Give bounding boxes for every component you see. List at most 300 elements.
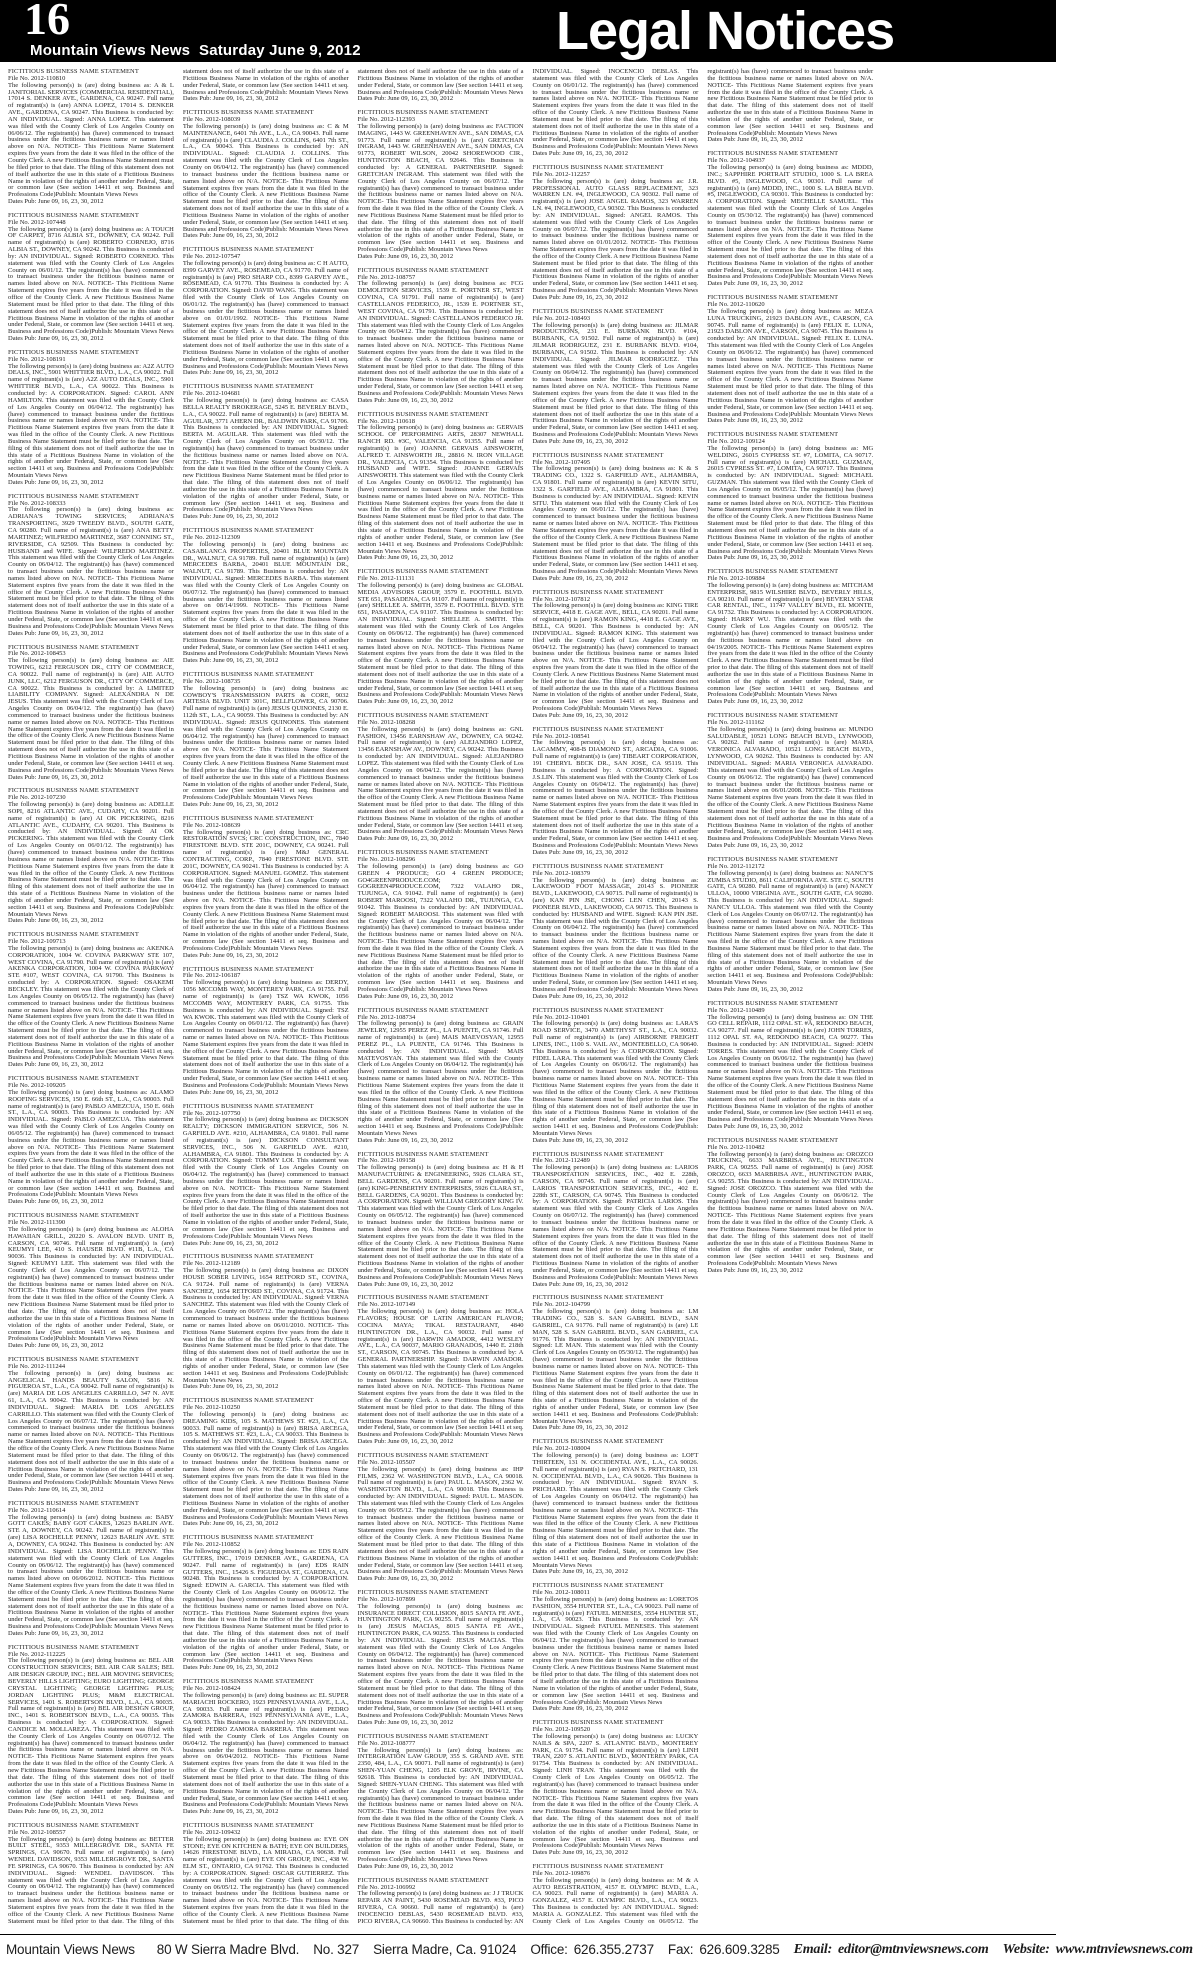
notice-body: The following person(s) is (are) doing business as: A & L JANITORIAL SERVICES (COMMERCIAL RESIDENTIAL), 17014 S. DENKER AVE., GARDENA, CA 90247. Full name of registrant(s) is (are) ANNA LOPEZ, 17014 S. DENKER AVE., GARDENA, CA 90247. This Business is conducted by: AN INDIVIDUAL. Signed: ANNA LOPEZ. This statement was filed with the County Clerk of Los Angeles County on 06/06/12. The registrant(s) has (have) commenced to transact business under the fictitious business name or names listed above on N/A. NOTICE- This Fictitious Name Statement expires five years from the date it was filed in the office of the County Clerk. A new Fictitious Business Name Statement must be filed prior to that date. The filing of this statement does not of itself authorize the use in this state of a Fictitious Business Name in violation of the rights of another under Federal, State, or common law (See section 14411 et seq. Business and Professions Code)Publish: Mountain Views News — [8, 81, 174, 199]
notice-heading: FICTITIOUS BUSINESS NAME STATEMENT — [707, 1136, 839, 1144]
notice-file-no: File No. 2012-105507 — [357, 1458, 416, 1466]
notice-file-no: File No. 2012-110489 — [707, 1006, 765, 1014]
notice-dates: Dates Pub: June 09, 16, 23, 30, 2012 — [8, 1808, 104, 1816]
legal-notice — [8, 69, 174, 206]
notice-heading: FICTITIOUS BUSINESS NAME STATEMENT — [182, 814, 314, 822]
notice-body: The following person(s) is (are) doing business as: INTERGRATION LAW GROUP, 355 S. GRAND AVE. STE 2350, 484, L.A., CA 90071. Full name of registrant(s) is (are) SHEN-YUAN CHENG, 1205 ELK GROVE, IRVINE, CA 92618. This Business is conducted by: AN INDIVIDUAL. Signed: SHEN-YUAN CHENG. This statement was filed with the County Clerk of Los Angeles County on 06/04/12. The registrant(s) has (have) commenced to transact business under the fictitious business name or names listed above on N/A. NOTICE- This Fictitious Name Statement expires five years from the date it was filed in the office of the County Clerk. A new Fictitious Business Name Statement must be filed prior to that date. The filing of this statement does not of itself authorize the use in this state of a Fictitious Business Name in violation of the rights of another under Federal, State, or common law (See section 14411 et seq. Business and Professions Code)Publish: Mountain Views News — [357, 1746, 524, 1864]
legal-notice — [707, 151, 873, 288]
notice-body: The following person(s) is (are) doing business as: MG WELDING, 26015 CYPRESS ST. #7, LOMITA, CA 90717. Full name of registrant(s) is (are) MICHAEL GUZMAN, 26015 CYPRESS ST. #7, LOMITA, CA 90717. This Business is conducted by: AN INDIVIDUAL. Signed: MICHAEL GUZMAN. This statement was filed with the County Clerk of Los Angeles County on 06/05/12. The registrant(s) has (have) commenced to transact business under the fictitious business name or names listed above on N/A. NOTICE- This Fictitious Name Statement expires five years from the date it was filed in the office of the County Clerk. A new Fictitious Business Name Statement must be filed prior to that date. The filing of this statement does not of itself authorize the use in this state of a Fictitious Business Name in violation of the rights of another under Federal, State, or common law (See section 14411 et seq. Business and Professions Code)Publish: Mountain Views News — [707, 444, 874, 555]
notice-body: The following person(s) is (are) doing business as: BABY GOTT CAKES; BABY GOT CAKES, 12623 BARLIN AVE. STE A, DOWNEY, CA 90242. Full name of registrant(s) is (are) LISA ROCHELLE PENNY, 12623 BARLIN AVE. STE A, DOWNEY, CA 90242. This Business is conducted by: AN INDIVIDUAL. Signed: LISA ROCHELLE PENNY. This statement was filed with the County Clerk of Los Angeles County on 06/06/12. The registrant(s) has (have) commenced to transact business under the fictitious business name or names listed above on 06/06/2012. NOTICE- This Fictitious Name Statement expires five years from the date it was filed in the office of the County Clerk. A new Fictitious Business Name Statement must be filed prior to that date. The filing of this statement does not of itself authorize the use in this state of a Fictitious Business Name in violation of the rights of another under Federal, State, or common law (See section 14411 et seq. Business and Professions Code)Publish: Mountain Views News — [8, 1513, 174, 1631]
notice-dates: Dates Pub: June 09, 16, 23, 30, 2012 — [357, 1862, 454, 1870]
legal-notice — [532, 864, 698, 1001]
notice-heading: FICTITIOUS BUSINESS NAME STATEMENT — [357, 410, 489, 418]
notice-dates: Dates Pub: June 09, 16, 23, 30, 2012 — [182, 1808, 279, 1816]
notice-heading: FICTITIOUS BUSINESS NAME STATEMENT — [357, 1006, 489, 1014]
notice-body: The following person(s) is (are) doing business as: DICKSON REALTY; DICKSON IMMIGRATION SERVICE, 506 N. GARFIELD AVE. #210, ALHAMBRA, CA 91801. Full name of registrant(s) is (are) DICKSON CONSULTANT SERVICES, INC., 506 N. GARFIELD AVE. #210, ALHAMBRA, CA 91801. This Business is conducted by: A CORPORATION. Signed: TOMMY LOI. This statement was filed with the County Clerk of Los Angeles County on 06/04/12. The registrant(s) has (have) commenced to transact business under the fictitious business name or names listed above on N/A. NOTICE- This Fictitious Name Statement expires five years from the date it was filed in the office of the County Clerk. A new Fictitious Business Name Statement must be filed prior to that date. The filing of this statement does not of itself authorize the use in this state of a Fictitious Business Name in violation of the rights of another under Federal, State, or common law (See section 14411 et seq. Business and Professions Code)Publish: Mountain Views News — [182, 1116, 349, 1240]
legal-notice — [183, 384, 349, 521]
notice-file-no: File No. 2012-110852 — [182, 1541, 241, 1549]
notice-body: The following person(s) is (are) doing business as: JILMAR PRODUCTIONS, 231 E. BURBANK BLVD. #104, BURBANK, CA 91502. Full name of registrant(s) is (are) JILMAR RODRIGUEZ, 231 E. BURBANK BLVD. #104, BURBANK, CA 91502. This Business is conducted by: AN INDIVIDUAL. Signed: JILMAR RODRIGUEZ. This statement was filed with the County Clerk of Los Angeles County on 06/04/12. The registrant(s) has (have) commenced to transact business under the fictitious business name or names listed above on N/A. NOTICE- This Fictitious Name Statement expires five years from the date it was filed in the office of the County Clerk. A new Fictitious Business Name Statement must be filed prior to that date. The filing of this statement does not of itself authorize the use in this state of a Fictitious Business Name in violation of the rights of another under Federal, State, or common law (See section 14411 et seq. Business and Professions Code)Publish: Mountain Views News — [532, 321, 699, 439]
notice-file-no: File No. 2012-112172 — [707, 862, 765, 870]
notice-body: The following person(s) is (are) doing business as: A2Z AUTO DEALS, INC., 5901 WHITTIER BLVD., L.A., CA 90022. Full name of registrant(s) is (are) A2Z AUTO DEALS, INC., 5901 WHITTIER BLVD., L.A., CA 90022. This Business is conducted by: A CORPORATION. Signed: CAROL ANN HAMILTON. This statement was filed with the County Clerk of Los Angeles County on 06/04/12. The registrant(s) has (have) commenced to transact business under the fictitious business name or names listed above on N/A. NOTICE- This Fictitious Name Statement expires five years from the date it was filed in the office of the County Clerk. A new Fictitious Business Name Statement must be filed prior to that date. The filing of this statement does not of itself authorize the use in this state of a Fictitious Business Name in violation of the rights of another under Federal, State, or common law (See section 14411 et seq. Business and Professions Code)Publish: Mountain Views News — [8, 362, 174, 480]
notice-body: The following person(s) is (are) doing business as: MUNDO SALUDABLE, 10521 LONG BEACH BLVD., LYNWOOD, CA 90262. Full name of registrant(s) is (are) MARIA VERONICA ALVARADO, 10521 LONG BEACH BLVD., LYNWOOD, CA 90262. This Business is conducted by: AN INDIVIDUAL. Signed: MARIA VERONICA ALVARADO. This statement was filed with the County Clerk of Los Angeles County on 06/06/12. The registrant(s) has (have) commenced to transact business under the fictitious business name or names listed above on 06/01/2008. NOTICE- This Fictitious Name Statement expires five years from the date it was filed in the office of the County Clerk. A new Fictitious Business Name Statement must be filed prior to that date. The filing of this statement does not of itself authorize the use in this state of a Fictitious Business Name in violation of the rights of another under Federal, State, or common law (See section 14411 et seq. Business and Professions Code)Publish: Mountain Views News — [707, 725, 874, 843]
notice-heading: FICTITIOUS BUSINESS NAME STATEMENT — [532, 307, 664, 315]
notice-heading: FICTITIOUS BUSINESS NAME STATEMENT — [8, 1356, 139, 1364]
notice-heading: FICTITIOUS BUSINESS NAME STATEMENT — [8, 68, 139, 75]
notice-file-no: File No. 2012-110810 — [8, 74, 66, 82]
notice-heading: FICTITIOUS BUSINESS NAME STATEMENT — [532, 862, 664, 870]
notice-file-no: File No. 2012-112189 — [182, 1260, 241, 1268]
notice-file-no: File No. 2012-107899 — [357, 1595, 416, 1603]
notice-dates: Dates Pub: June 09, 16, 23, 30, 2012 — [532, 1568, 628, 1576]
notice-heading: FICTITIOUS BUSINESS NAME STATEMENT — [8, 211, 139, 219]
notice-dates: Dates Pub: June 09, 16, 23, 30, 2012 — [182, 801, 279, 809]
notice-heading: FICTITIOUS BUSINESS NAME STATEMENT — [8, 1643, 139, 1651]
notice-dates: Dates Pub: June 09, 16, 23, 30, 2012 — [182, 657, 279, 665]
notice-dates: Dates Pub: June 09, 16, 23, 30, 2012 — [182, 95, 279, 103]
legal-notice — [8, 213, 174, 343]
notice-dates: Dates Pub: June 09, 16, 23, 30, 2012 — [357, 698, 454, 706]
footer-publisher: Mountain Views News — [6, 1942, 135, 1957]
notice-body: The following person(s) is (are) doing business as: AKENKA CORPORATION, 1004 W. COVINA PARKWAY STE 107, WEST COVINA, CA 91790. Full name of registrant(s) is (are) AKENKA CORPORATION, 1004 W. COVINA PARKWAY STE #107, WEST COVINA, CA 91790. This Business is conducted by: A CORPORATION. Signed: OSAKEMI BECKLEY. This statement was filed with the County Clerk of Los Angeles County on 06/05/12. The registrant(s) has (have) commenced to transact business under the fictitious business name or names listed above on N/A. NOTICE- This Fictitious Name Statement expires five years from the date it was filed in the office of the County Clerk. A new Fictitious Business Name Statement must be filed prior to that date. The filing of this statement does not of itself authorize the use in this state of a Fictitious Business Name in violation of the rights of another under Federal, State, or common law (See section 14411 et seq. Business and Professions Code)Publish: Mountain Views News — [8, 944, 174, 1062]
notice-dates: Dates Pub: June 09, 16, 23, 30, 2012 — [357, 1575, 454, 1583]
legal-notice — [358, 1590, 524, 1727]
notice-dates: Dates Pub: June 09, 16, 23, 30, 2012 — [357, 1438, 454, 1446]
notice-heading: FICTITIOUS BUSINESS NAME STATEMENT — [532, 1006, 664, 1014]
legal-notice — [358, 850, 524, 1001]
notice-dates: Dates Pub: June 09, 16, 23, 30, 2012 — [707, 698, 803, 706]
notice-body: The following person(s) is (are) doing business as: KING TIRE SERVICE, 4418 E. GAGE AVE., BELL, CA 90201. Full name of registrant(s) is (are) RAMON KING, 4418 E. GAGE AVE., BELL, CA 90201. This Business is conducted by: AN INDIVIDUAL. Signed: RAMON KING. This statement was filed with the County Clerk of Los Angeles County on 06/04/12. The registrant(s) has (have) commenced to transact business under the fictitious business name or names listed above on N/A. NOTICE- This Fictitious Name Statement expires five years from the date it was filed in the office of the County Clerk. A new Fictitious Business Name Statement must be filed prior to that date. The filing of this statement does not of itself authorize the use in this state of a Fictitious Business Name in violation of the rights of another under Federal, State, or common law (See section 14411 et seq. Business and Professions Code)Publish: Mountain Views News — [532, 602, 699, 713]
notice-file-no: File No. 2012-108639 — [182, 821, 241, 829]
notice-heading: FICTITIOUS BUSINESS NAME STATEMENT — [182, 383, 314, 391]
notice-heading: FICTITIOUS BUSINESS NAME STATEMENT — [8, 1499, 139, 1507]
notice-body: The following person(s) is (are) doing business as: K & S TRADING CO., 1322 S. GARFIELD AVE., ALHAMBRA, CA 91801. Full name of registrant(s) is (are) KEVIN SITU, 1322 S. GARFIELD AVE., ALHAMBRA, CA 91801. This Business is conducted by: AN INDIVIDUAL. Signed: KEVIN SITU. This statement was filed with the County Clerk of Los Angeles County on 06/01/12. The registrant(s) has (have) commenced to transact business under the fictitious business name or names listed above on N/A. NOTICE- This Fictitious Name Statement expires five years from the date it was filed in the office of the County Clerk. A new Fictitious Business Name Statement must be filed prior to that date. The filing of this statement does not of itself authorize the use in this state of a Fictitious Business Name in violation of the rights of another under Federal, State, or common law (See section 14411 et seq. Business and Professions Code)Publish: Mountain Views News — [532, 465, 699, 576]
notice-dates: Dates Pub: June 09, 16, 23, 30, 2012 — [707, 842, 803, 850]
notice-dates: Dates Pub: June 09, 16, 23, 30, 2012 — [182, 1383, 279, 1391]
notice-file-no: File No. 2012-110620 — [707, 301, 765, 308]
legal-notice — [532, 1008, 698, 1145]
notice-heading: FICTITIOUS BUSINESS NAME STATEMENT — [707, 431, 839, 439]
legal-notice — [8, 932, 174, 1069]
legal-notice — [707, 569, 873, 706]
legal-notice — [183, 816, 349, 960]
notice-body: The following person(s) is (are) doing business as: A TOUCH OF CARPET, 8716 ALBIA ST., DOWNEY, CA 90242. Full name of registrant(s) is (are) ROBERTO CORNEJO, 8716 ALBIA ST., DOWNEY, CA 90242. This Business is conducted by: AN INDIVIDUAL. Signed: ROBERTO CORNEJO. This statement was filed with the County Clerk of Los Angeles County on 06/01/12. The registrant(s) has (have) commenced to transact business under the fictitious business name or names listed above on N/A. NOTICE- This Fictitious Name Statement expires five years from the date it was filed in the office of the County Clerk. A new Fictitious Business Name Statement must be filed prior to that date. The filing of this statement does not of itself authorize the use in this state of a Fictitious Business Name in violation of the rights of another under Federal, State, or common law (See section 14411 et seq. Business and Professions Code)Publish: Mountain Views News — [8, 225, 174, 336]
legal-notice — [8, 1501, 174, 1638]
notice-dates: Dates Pub: June 09, 16, 23, 30, 2012 — [357, 835, 454, 843]
notice-body: The following person(s) is (are) doing business as: ON THE GO CELL REPAIR, 1112 OPAL ST. #A, REDONDO BEACH, CA 90277. Full name of registrant(s) is (are) JOHN TORRES, 1112 OPAL ST. #A, REDONDO BEACH, CA 90277. This Business is conducted by: AN INDIVIDUAL. Signed: JOHN TORRES. This statement was filed with the County Clerk of Los Angeles County on 06/06/12. The registrant(s) has (have) commenced to transact business under the fictitious business name or names listed above on N/A. NOTICE- This Fictitious Name Statement expires five years from the date it was filed in the office of the County Clerk. A new Fictitious Business Name Statement must be filed prior to that date. The filing of this statement does not of itself authorize the use in this state of a Fictitious Business Name in violation of the rights of another under Federal, State, or common law (See section 14411 et seq. Business and Professions Code)Publish: Mountain Views News — [707, 1013, 874, 1124]
notice-heading: FICTITIOUS BUSINESS NAME STATEMENT — [357, 712, 489, 720]
notice-dates: Dates Pub: June 09, 16, 23, 30, 2012 — [357, 252, 454, 260]
legal-notices-columns — [8, 69, 1048, 1931]
notice-heading: FICTITIOUS BUSINESS NAME STATEMENT — [357, 849, 489, 857]
legal-notice — [358, 569, 524, 706]
notice-dates: Dates Pub: June 09, 16, 23, 30, 2012 — [707, 554, 803, 562]
legal-notice — [183, 1398, 349, 1528]
legal-notice — [532, 727, 698, 857]
notice-file-no: File No. 2012-111131 — [357, 575, 415, 583]
legal-notice — [532, 309, 698, 446]
legal-notice — [707, 1138, 873, 1275]
notice-heading: FICTITIOUS BUSINESS NAME STATEMENT — [8, 492, 139, 500]
footer-email: editor@mtnviewsnews.com — [838, 1941, 989, 1957]
notice-file-no: File No. 2012-108379 — [532, 869, 591, 877]
notice-file-no: File No. 2012-104681 — [182, 390, 241, 398]
notice-file-no: File No. 2012-108296 — [357, 855, 416, 863]
notice-body: The following person(s) is (are) doing business as: BEL AIR CONSTRUCTION SERVICES; BEL AIR CAR SALES; BEL AIR DESIGN GROUP, INC.; BEL AIR MOVING SERVICES; BEVERLY HILLS LIGHTING; EURO LIGHTING; GEORGE CRYSTAL LIGHTING; GEORGE LIGHTING PLUS; JORDAN LIGHTING PLUS; M&M ELECTRICAL SERVICES, 1401 S. ROBERTSON BLVD., L.A., CA 90035. Full name of registrant(s) is (are) BEL AIR DESIGN GROUP, INC., 1401 S. ROBERTSON BLVD., L.A., CA 90035. This Business is conducted by: A CORPORATION. Signed: CANDICE M. MOLLAREZA. This statement was filed with the County Clerk of Los Angeles County on 06/07/12. The registrant(s) has (have) commenced to transact business under the fictitious business name or names listed above on N/A. NOTICE- This Fictitious Name Statement expires five years from the date it was filed in the office of the County Clerk. A new Fictitious Business Name Statement must be filed prior to that date. The filing of this statement does not of itself authorize the use in this state of a Fictitious Business Name in violation of the rights of another under Federal, State, or common law (See section 14411 et seq. Business and Professions Code)Publish: Mountain Views News — [8, 1657, 174, 1809]
notice-body: The following person(s) is (are) doing business as: OROZCO TRUCKING, 6633 MARBRISA AVE., HUNTINGTON PARK, CA 90255. Full name of registrant(s) is (are) JOSE OROZCO, 6633 MARBRISA AVE., HUNTINGTON PARK, CA 90255. This Business is conducted by: AN INDIVIDUAL. Signed: JOSE OROZCO. This statement was filed with the County Clerk of Los Angeles County on 06/06/12. The registrant(s) has (have) commenced to transact business under the fictitious business name or names listed above on N/A. NOTICE- This Fictitious Name Statement expires five years from the date it was filed in the office of the County Clerk. A new Fictitious Business Name Statement must be filed prior to that date. The filing of this statement does not of itself authorize the use in this state of a Fictitious Business Name in violation of the rights of another under Federal, State, or common law (See section 14411 et seq. Business and Professions Code)Publish: Mountain Views News — [707, 1150, 874, 1268]
notice-heading: FICTITIOUS BUSINESS NAME STATEMENT — [532, 1150, 664, 1158]
notice-heading: FICTITIOUS BUSINESS NAME STATEMENT — [8, 1075, 139, 1083]
notice-heading: FICTITIOUS BUSINESS NAME STATEMENT — [182, 1678, 314, 1686]
notice-dates: Dates Pub: June 09, 16, 23, 30, 2012 — [357, 992, 454, 1000]
legal-notice — [8, 645, 174, 782]
legal-notice — [358, 1008, 524, 1145]
legal-notice — [707, 857, 873, 994]
notice-file-no: File No. 2012-107547 — [182, 253, 241, 261]
notice-file-no: File No. 2012-109205 — [8, 1081, 66, 1089]
notice-body: The following person(s) is (are) doing business as: GO GREEN 4 PRODUCE; GO 4 GREEN PRODUCE; GO4GREENPRODUCE.COM; GOGREEN4PRODUCE.COM, 7322 VALAHO DR., TUJUNGA, CA 91042. Full name of registrant(s) is (are) ROBERT MAROOSI, 7322 VALAHO DR., TUJUNGA, CA 91042. This Business is conducted by: AN INDIVIDUAL. Signed: ROBERT MAROOSI. This statement was filed with the County Clerk of Los Angeles County on 06/04/12. The registrant(s) has (have) commenced to transact business under the fictitious business name or names listed above on N/A. NOTICE- This Fictitious Name Statement expires five years from the date it was filed in the office of the County Clerk. A new Fictitious Business Name Statement must be filed prior to that date. The filing of this statement does not of itself authorize the use in this state of a Fictitious Business Name in violation of the rights of another under Federal, State, or common law (See section 14411 et seq. Business and Professions Code)Publish: Mountain Views News — [357, 862, 524, 993]
notice-body: The following person(s) is (are) doing business as: CASA BELLA REALTY BROKERAGE, 5245 E. BEVERLY BLVD., L.A., CA 90022. Full name of registrant(s) is (are) BERTA M. AGUILAR, 3771 AHERN DR., BALDWIN PARK, CA 91706. This Business is conducted by: AN INDIVIDUAL. Signed: BERTA M. AGUILAR. This statement was filed with the County Clerk of Los Angeles County on 05/30/12. The registrant(s) has (have) commenced to transact business under the fictitious business name or names listed above on N/A. NOTICE- This Fictitious Name Statement expires five years from the date it was filed in the office of the County Clerk. A new Fictitious Business Name Statement must be filed prior to that date. The filing of this statement does not of itself authorize the use in this state of a Fictitious Business Name in violation of the rights of another under Federal, State, or common law (See section 14411 et seq. Business and Professions Code)Publish: Mountain Views News — [182, 396, 349, 514]
notice-body: The following person(s) is (are) doing business as: CRC RESTORATION SVCS; CRC CONSTRUCTION, INC., 7840 FIRESTONE BLVD. STE 201C, DOWNEY, CA 90241. Full name of registrant(s) is (are) M&J GENERAL CONTRACTING, CORP., 7840 FIRESTONE BLVD. STE 201C, DOWNEY, CA 90241. This Business is conducted by: A CORPORATION. Signed: MANUEL GOMEZ. This statement was filed with the County Clerk of Los Angeles County on 06/04/12. The registrant(s) has (have) commenced to transact business under the fictitious business name or names listed above on N/A. NOTICE- This Fictitious Name Statement expires five years from the date it was filed in the office of the County Clerk. A new Fictitious Business Name Statement must be filed prior to that date. The filing of this statement does not of itself authorize the use in this state of a Fictitious Business Name in violation of the rights of another under Federal, State, or common law (See section 14411 et seq. Business and Professions Code)Publish: Mountain Views News — [182, 828, 349, 952]
notice-heading: FICTITIOUS BUSINESS NAME STATEMENT — [707, 568, 839, 576]
notice-file-no: File No. 2012-110614 — [8, 1506, 66, 1514]
notice-file-no: File No. 2012-112225 — [8, 1650, 66, 1658]
notice-heading: FICTITIOUS BUSINESS NAME STATEMENT — [532, 1582, 664, 1590]
notice-body: The following person(s) is (are) doing business as: LUCKY NAILS & SPA, 2207 S. ATLANTIC BLVD., MONTEREY PARK, CA 91754. Full name of registrant(s) is (are) LINH TRAN, 2207 S. ATLANTIC BLVD., MONTEREY PARK, CA 91754. This Business is conducted by: AN INDIVIDUAL. Signed: LINH TRAN. This statement was filed with the County Clerk of Los Angeles County on 06/05/12. The registrant(s) has (have) commenced to transact business under the fictitious business name or names listed above on N/A. NOTICE- This Fictitious Name Statement expires five years from the date it was filed in the office of the County Clerk. A new Fictitious Business Name Statement must be filed prior to that date. The filing of this statement does not of itself authorize the use in this state of a Fictitious Business Name in violation of the rights of another under Federal, State, or common law (See section 14411 et seq. Business and Professions Code)Publish: Mountain Views News — [532, 1732, 699, 1850]
legal-notice — [8, 350, 174, 487]
notice-body: The following person(s) is (are) doing business as: GRAIN JEWELRY, 12955 PEREZ PL., LA PUENTE, CA 91746. Full name of registrant(s) is (are) MAIS MAEVOSYAN, 12955 PEREZ PL., LA PUENTE, CA 91746. This Business is conducted by: AN INDIVIDUAL. Signed: MAIS MATEVOSYAN. This statement was filed with the County Clerk of Los Angeles County on 06/04/12. The registrant(s) has (have) commenced to transact business under the fictitious business name or names listed above on N/A. NOTICE- This Fictitious Name Statement expires five years from the date it was filed in the office of the County Clerk. A new Fictitious Business Name Statement must be filed prior to that date. The filing of this statement does not of itself authorize the use in this state of a Fictitious Business Name in violation of the rights of another under Federal, State, or common law (See section 14411 et seq. Business and Professions Code)Publish: Mountain Views News — [357, 1020, 524, 1137]
notice-heading: FICTITIOUS BUSINESS NAME STATEMENT — [357, 1876, 489, 1884]
notice-heading: FICTITIOUS BUSINESS NAME STATEMENT — [8, 1821, 139, 1829]
notice-body: The following person(s) is (are) doing business as: LAKEWOOD FOOT MASSAGE, 20143 S. PIONEER BLVD., LAKEWOOD, CA 90715. Full name of registrant(s) is (are) KAN PIN JSE, CHONG LEN CHEN, 20143 S. PIONEER BLVD., LAKEWOOD, CA 90715. This Business is conducted by: HUSBAND and WIFE. Signed: KAN PIN JSE. This statement was filed with the County Clerk of Los Angeles County on 06/04/12. The registrant(s) has (have) commenced to transact business under the fictitious business name or names listed above on N/A. NOTICE- This Fictitious Name Statement expires five years from the date it was filed in the office of the County Clerk. A new Fictitious Business Name Statement must be filed prior to that date. The filing of this statement does not of itself authorize the use in this state of a Fictitious Business Name in violation of the rights of another under Federal, State, or common law (See section 14411 et seq. Business and Professions Code)Publish: Mountain Views News — [532, 876, 699, 993]
notice-body: The following person(s) is (are) doing business as: M & A AUTO REGISTRATION, 4157 E. OLYMPIC BLVD., L.A., CA 90023. Full name of registrant(s) is (are) MARIA A. GONZALEZ, 4157 E. OLYMPIC BLVD., L.A., CA 90023. This Business is conducted by: AN INDIVIDUAL. Signed: MARIA A. GONZALEZ. This statement was filed with the County Clerk of Los Angeles County on 06/05/12. The registrant(s) has (have) commenced to transact business under the fictitious business name or names listed above on N/A. NOTICE- This Fictitious Name Statement expires five years from the date it was filed in the office of the County Clerk. A new Fictitious Business Name Statement must be filed prior to that date. The filing of this statement does not of itself authorize the use in this state of a Fictitious Business Name in violation of the rights of another under Federal, State, or common law (See section 14411 et seq. Business and Professions Code)Publish: Mountain Views News — [532, 68, 874, 1925]
notice-body: The following person(s) is (are) doing business as: ALOHA HAWAIIAN GRILL, 20220 S. AVALON BLVD. UNIT B, CARSON, CA 90746. Full name of registrant(s) is (are) KEUMYI LEE, 410 S. HAUSER BLVD. #11B, L.A., CA 90036. This Business is conducted by: AN INDIVIDUAL. Signed: KEUMYI LEE. This statement was filed with the County Clerk of Los Angeles County on 06/07/12. The registrant(s) has (have) commenced to transact business under the fictitious business name or names listed above on N/A. NOTICE- This Fictitious Name Statement expires five years from the date it was filed in the office of the County Clerk. A new Fictitious Business Name Statement must be filed prior to that date. The filing of this statement does not of itself authorize the use in this state of a Fictitious Business Name in violation of the rights of another under Federal, State, or common law (See section 14411 et seq. Business and Professions Code)Publish: Mountain Views News — [8, 1225, 174, 1343]
notice-heading: FICTITIOUS BUSINESS NAME STATEMENT — [8, 1212, 139, 1220]
notice-file-no: File No. 2012-110482 — [707, 1143, 765, 1151]
legal-notice — [532, 590, 698, 720]
notice-file-no: File No. 2012-111162 — [707, 718, 765, 726]
notice-dates: Dates Pub: June 09, 16, 23, 30, 2012 — [182, 1088, 279, 1096]
notice-heading: FICTITIOUS BUSINESS NAME STATEMENT — [532, 1294, 664, 1302]
notice-body: The following person(s) is (are) doing business as: FACTION IMAGING, 1443 W. GREENHAVEN AVE., SAN DIMAS, CA 91773. Full name of registrant(s) is (are) GRETCHAN INGRAM, 1443 W. GREENHAVEN AVE., SAN DIMAS, CA 91773, ROBERT WILSON, 20042 SHOREWOOD CIR., HUNTINGTON BEACH, CA 92646. This Business is conducted by: A GENERAL PARTNERSHIP. Signed: GRETCHAN INGRAM. This statement was filed with the County Clerk of Los Angeles County on 06/07/12. The registrant(s) has (have) commenced to transact business under the fictitious business name or names listed above on N/A. NOTICE- This Fictitious Name Statement expires five years from the date it was filed in the office of the County Clerk. A new Fictitious Business Name Statement must be filed prior to that date. The filing of this statement does not of itself authorize the use in this state of a Fictitious Business Name in violation of the rights of another under Federal, State, or common law (See section 14411 et seq. Business and Professions Code)Publish: Mountain Views News — [357, 122, 524, 254]
notice-dates: Dates Pub: June 09, 16, 23, 30, 2012 — [357, 1136, 454, 1144]
notice-dates: Dates Pub: June 09, 16, 23, 30, 2012 — [532, 1849, 628, 1857]
notice-body: The following person(s) is (are) doing business as: COWBOY'S TRANSMISSION PARTS & CORE, 9032 ARTESIA BLVD. UNIT 301C, BELLFLOWER, CA 90706. Full name of registrant(s) is (are) JESUS QUINONES, 2130 E. 112th ST., L.A., CA 90059. This Business is conducted by: AN INDIVIDUAL. Signed: JESUS QUINONES. This statement was filed with the County Clerk of Los Angeles County on 06/04/12. The registrant(s) has (have) commenced to transact business under the fictitious business name or names listed above on N/A. NOTICE- This Fictitious Name Statement expires five years from the date it was filed in the office of the County Clerk. A new Fictitious Business Name Statement must be filed prior to that date. The filing of this statement does not of itself authorize the use in this state of a Fictitious Business Name in violation of the rights of another under Federal, State, or common law (See section 14411 et seq. Business and Professions Code)Publish: Mountain Views News — [182, 684, 349, 802]
notice-file-no: File No. 2012-108039 — [182, 116, 241, 124]
notice-body: The following person(s) is (are) doing business as: J J TRUCK REPAIR AN PAINT, 5430 ROSEMEAD BLVD. #33, PICO RIVERA, CA 90660. Full name of registrant(s) is (are) INOCENCIO DEBLAS, 5430 ROSEMEAD BLVD. #33, PICO RIVERA, CA 90660. This Business is conducted by: AN INDIVIDUAL. Signed: INOCENCIO DEBLAS. This statement was filed with the County Clerk of Los Angeles County on 06/01/12. The registrant(s) has (have) commenced to transact business under the fictitious business name or names listed above on N/A. NOTICE- This Fictitious Name Statement expires five years from the date it was filed in the office of the County Clerk. A new Fictitious Business Name Statement must be filed prior to that date. The filing of this statement does not of itself authorize the use in this state of a Fictitious Business Name in violation of the rights of another under Federal, State, or common law (See section 14411 et seq. Business and Professions Code)Publish: Mountain Views News — [357, 68, 699, 1925]
notice-file-no: File No. 2012-108011 — [532, 1589, 590, 1597]
legal-notice — [358, 110, 524, 261]
legal-notice — [8, 1076, 174, 1206]
notice-dates: Dates Pub: June 09, 16, 23, 30, 2012 — [707, 986, 803, 993]
notice-dates: Dates Pub: June 09, 16, 23, 30, 2012 — [357, 1719, 454, 1727]
notice-heading: FICTITIOUS BUSINESS NAME STATEMENT — [8, 931, 139, 939]
notice-file-no: File No. 2012-112257 — [532, 170, 590, 178]
notice-file-no: File No. 2012-107812 — [532, 595, 591, 603]
legal-notice — [183, 247, 349, 377]
legal-notice — [707, 295, 873, 425]
notice-heading: FICTITIOUS BUSINESS NAME STATEMENT — [182, 1102, 314, 1110]
notice-dates: Dates Pub: June 09, 16, 23, 30, 2012 — [357, 396, 454, 404]
notice-dates: Dates Pub: June 09, 16, 23, 30, 2012 — [8, 629, 104, 637]
notice-heading: FICTITIOUS BUSINESS NAME STATEMENT — [532, 1438, 664, 1446]
masthead-band — [0, 0, 1056, 62]
legal-notice — [358, 1734, 524, 1871]
notice-file-no: File No. 2012-109884 — [707, 575, 765, 583]
notice-file-no: File No. 2012-112489 — [532, 1157, 590, 1165]
notice-body: The following person(s) is (are) doing business as: BETTER BUILT STEEL, 9353 MILLERGROVE DR., SANTA FE SPRINGS, CA 90670. Full name of registrant(s) is (are) WENDEL DAVIDSON, 9353 MILLERGROVE DR., SANTA FE SPRINGS, CA 90670. This Business is conducted by: AN INDIVIDUAL. Signed: WENDEL DAVIDSON. This statement was filed with the County Clerk of Los Angeles County on 06/04/12. The registrant(s) has (have) commenced to transact business under the fictitious business name or names listed above on N/A. NOTICE- This Fictitious Name Statement expires five years from the date it was filed in the office of the County Clerk. A new Fictitious Business Name Statement must be filed prior to that date. The filing of this statement does not of itself authorize the use in this state of a Fictitious Business Name in violation of the rights of another under Federal, State, or common law (See section 14411 et seq. Business and Professions Code)Publish: Mountain Views News — [8, 68, 349, 1925]
legal-notice — [8, 1213, 174, 1350]
notice-body: The following person(s) is (are) doing business as: ADELLE SOPI, 8216 ATLANTIC AVE., CUDAHY, CA 90201. Full name of registrant(s) is (are) AI OK PICKERING, 8216 ATLANTIC AVE., CUDAHY, CA 90201. This Business is conducted by: AN INDIVIDUAL. Signed: AI OK PICKERING. This statement was filed with the County Clerk of Los Angeles County on 06/01/12. The registrant(s) has (have) commenced to transact business under the fictitious business name or names listed above on N/A. NOTICE- This Fictitious Name Statement expires five years from the date it was filed in the office of the County Clerk. A new Fictitious Business Name Statement must be filed prior to that date. The filing of this statement does not of itself authorize the use in this state of a Fictitious Business Name in violation of the rights of another under Federal, State, or common law (See section 14411 et seq. Business and Professions Code)Publish: Mountain Views News — [8, 801, 174, 918]
notice-body: The following person(s) is (are) doing business as: LARA'S ROAD SERVICE, 3470 AMETHYST ST., L.A., CA 90032. Full name of registrant(s) is (are) AIRBORNE FREIGHT LINES, INC., 1100 S. VAIL AV., MONTEBELLO, CA 90640. This Business is conducted by: A CORPORATION. Signed: FIDEL LARA. This statement was filed with the County Clerk of Los Angeles County on 06/06/12. The registrant(s) has (have) commenced to transact business under the fictitious business name or names listed above on N/A. NOTICE- This Fictitious Name Statement expires five years from the date it was filed in the office of the County Clerk. A new Fictitious Business Name Statement must be filed prior to that date. The filing of this statement does not of itself authorize the use in this state of a Fictitious Business Name in violation of the rights of another under Federal, State, or common law (See section 14411 et seq. Business and Professions Code)Publish: Mountain Views News — [532, 1020, 699, 1137]
legal-notice — [8, 494, 174, 638]
notice-heading: FICTITIOUS BUSINESS NAME STATEMENT — [357, 1294, 489, 1302]
notice-file-no: File No. 2012-106187 — [182, 972, 241, 980]
notice-heading: FICTITIOUS BUSINESS NAME STATEMENT — [707, 150, 839, 158]
notice-dates: Dates Pub: June 09, 16, 23, 30, 2012 — [182, 1239, 279, 1247]
notice-dates: Dates Pub: June 09, 16, 23, 30, 2012 — [707, 280, 803, 288]
notice-heading: FICTITIOUS BUSINESS NAME STATEMENT — [182, 1822, 314, 1830]
issue-date: Saturday June 9, 2012 — [198, 42, 361, 59]
notice-body: The following person(s) is (are) doing business as: H & H MANUFACTURING & ENGINEERING, 5926 CLARA ST., BELL GARDENS, CA 90201. Full name of registrant(s) is (are) KING-PENBERTHY ENTERPRISES, 5926 CLARA ST., BELL GARDENS, CA 90201. This Business is conducted by: A CORPORATION. Signed: WILLIAM GREGORY KING IV. This statement was filed with the County Clerk of Los Angeles County on 06/05/12. The registrant(s) has (have) commenced to transact business under the fictitious business name or names listed above on N/A. NOTICE- This Fictitious Name Statement expires five years from the date it was filed in the office of the County Clerk. A new Fictitious Business Name Statement must be filed prior to that date. The filing of this statement does not of itself authorize the use in this state of a Fictitious Business Name in violation of the rights of another under Federal, State, or common law (See section 14411 et seq. Business and Professions Code)Publish: Mountain Views News — [357, 1164, 524, 1281]
notice-body: The following person(s) is (are) doing business as: LM TRADING CO., 528 S. SAN GABRIEL BLVD., SAN GABRIEL, CA 91776. Full name of registrant(s) is (are) LE MAN, 528 S. SAN GABRIEL BLVD., SAN GABRIEL, CA 91776. This Business is conducted by: AN INDIVIDUAL. Signed: LE MAN. This statement was filed with the County Clerk of Los Angeles County on 05/30/12. The registrant(s) has (have) commenced to transact business under the fictitious business name or names listed above on N/A. NOTICE- This Fictitious Name Statement expires five years from the date it was filed in the office of the County Clerk. A new Fictitious Business Name Statement must be filed prior to that date. The filing of this statement does not of itself authorize the use in this state of a Fictitious Business Name in violation of the rights of another under Federal, State, or common law (See section 14411 et seq. Business and Professions Code)Publish: Mountain Views News — [532, 1308, 699, 1425]
footer-fax-label: Fax: — [667, 1942, 694, 1957]
notice-dates: Dates Pub: June 09, 16, 23, 30, 2012 — [182, 232, 279, 240]
notice-body: The following person(s) is (are) doing business as: GNL FASHION, 13456 EARNSHAW AV., DOWNEY, CA 90242. Full name of registrant(s) is (are) ALEJANDRO LOPEZ, 13456 EARNSHAW AV., DOWNEY, CA 90242. This Business is conducted by: AN INDIVIDUAL. Signed: ALEJANDRO LOPEZ. This statement was filed with the County Clerk of Los Angeles County on 06/04/12. The registrant(s) has (have) commenced to transact business under the fictitious business name or names listed above on N/A. NOTICE- This Fictitious Name Statement expires five years from the date it was filed in the office of the County Clerk. A new Fictitious Business Name Statement must be filed prior to that date. The filing of this statement does not of itself authorize the use in this state of a Fictitious Business Name in violation of the rights of another under Federal, State, or common law (See section 14411 et seq. Business and Professions Code)Publish: Mountain Views News — [357, 725, 524, 836]
notice-file-no: File No. 2012-110401 — [532, 1013, 590, 1021]
notice-dates: Dates Pub: June 09, 16, 23, 30, 2012 — [532, 711, 628, 719]
notice-body: The following person(s) is (are) doing business as: J.R. PROFESSIONAL AUTO GLASS REPLACEMENT, 323 WARREN LN. #4, INGLEWOOD, CA 90302. Full name of registrant(s) is (are) JOSE ANGEL RAMOS, 323 WARREN LN. #4, INGLEWOOD, CA 90302. This Business is conducted by: AN INDIVIDUAL. Signed: ANGEL RAMOS. This statement was filed with the County Clerk of Los Angeles County on 06/07/12. The registrant(s) has (have) commenced to transact business under the fictitious business name or names listed above on 01/01/2012. NOTICE- This Fictitious Name Statement expires five years from the date it was filed in the office of the County Clerk. A new Fictitious Business Name Statement must be filed prior to that date. The filing of this statement does not of itself authorize the use in this state of a Fictitious Business Name in violation of the rights of another under Federal, State, or common law (See section 14411 et seq. Business and Professions Code)Publish: Mountain Views News — [532, 177, 699, 295]
notice-dates: Dates Pub: June 09, 16, 23, 30, 2012 — [707, 1266, 803, 1274]
notice-file-no: File No. 2012-111390 — [8, 1219, 66, 1226]
legal-notice — [8, 1645, 174, 1816]
legal-notice — [532, 1295, 698, 1432]
legal-notice — [183, 110, 349, 240]
notice-dates: Dates Pub: June 09, 16, 23, 30, 2012 — [532, 1705, 628, 1713]
notice-file-no: File No. 2012-108557 — [8, 1828, 66, 1836]
notice-dates: Dates Pub: June 09, 16, 23, 30, 2012 — [8, 1061, 104, 1069]
masthead-dateline — [30, 42, 361, 59]
notice-dates: Dates Pub: June 09, 16, 23, 30, 2012 — [182, 951, 279, 959]
notice-file-no: File No. 2012-110618 — [357, 417, 416, 425]
notice-file-no: File No. 2012-108453 — [8, 650, 66, 658]
notice-dates: Dates Pub: June 09, 16, 23, 30, 2012 — [357, 95, 454, 103]
page-number: 16 — [24, 0, 70, 44]
legal-notice — [358, 1152, 524, 1289]
notice-heading: FICTITIOUS BUSINESS NAME STATEMENT — [182, 246, 314, 254]
notice-body: The following person(s) is (are) doing business as: INSURANCE DIRECT COLLISION, 8015 SANTA FE AVE., HUNTINGTON PARK, CA 90255. Full name of registrant(s) is (are) JESUS MACIAS, 8015 SANTA FE AVE., HUNTINGTON PARK, CA 90255. This Business is conducted by: AN INDIVIDUAL. Signed: JESUS MACIAS. This statement was filed with the County Clerk of Los Angeles County on 06/04/12. The registrant(s) has (have) commenced to transact business under the fictitious business name or names listed above on N/A. NOTICE- This Fictitious Name Statement expires five years from the date it was filed in the office of the County Clerk. A new Fictitious Business Name Statement must be filed prior to that date. The filing of this statement does not of itself authorize the use in this state of a Fictitious Business Name in violation of the rights of another under Federal, State, or common law (See section 14411 et seq. Business and Professions Code)Publish: Mountain Views News — [357, 1602, 524, 1720]
notice-file-no: File No. 2012-108424 — [182, 1685, 241, 1692]
notice-body: The following person(s) is (are) doing business as: ANGELICAL HANDS BEAUTY SALON, 5816 N. FIGUEROA ST., L.A., CA 90042. Full name of registrant(s) is (are) MARIA DE LOS ANGELES CARRILLO, 347 N. AVE 61, L.A., CA 90042. This Business is conducted by: AN INDIVIDUAL. Signed: MARIA DE LOS ANGELES CARRILLO. This statement was filed with the County Clerk of Los Angeles County on 06/07/12. The registrant(s) has (have) commenced to transact business under the fictitious business name or names listed above on N/A. NOTICE- This Fictitious Name Statement expires five years from the date it was filed in the office of the County Clerk. A new Fictitious Business Name Statement must be filed prior to that date. The filing of this statement does not of itself authorize the use in this state of a Fictitious Business Name in violation of the rights of another under Federal, State, or common law (See section 14411 et seq. Business and Professions Code)Publish: Mountain Views News — [8, 1369, 174, 1487]
notice-heading: FICTITIOUS BUSINESS NAME STATEMENT — [532, 163, 664, 171]
notice-file-no: File No. 2012-106992 — [357, 1883, 416, 1891]
notice-body: The following person(s) is (are) doing business as: GLOBAL MEDIA ADVISORS GROUP, 3579 E. FOOTHILL BLVD. STE 651, PASADENA, CA 91107. Full name of registrant(s) is (are) SHELLEE A. SMITH, 3579 E. FOOTHILL BLVD. STE 651, PASADENA, CA 91107. This Business is conducted by: AN INDIVIDUAL. Signed: SHELLEE A. SMITH. This statement was filed with the County Clerk of Los Angeles County on 06/06/12. The registrant(s) has (have) commenced to transact business under the fictitious business name or names listed above on N/A. NOTICE- This Fictitious Name Statement expires five years from the date it was filed in the office of the County Clerk. A new Fictitious Business Name Statement must be filed prior to that date. The filing of this statement does not of itself authorize the use in this state of a Fictitious Business Name in violation of the rights of another under Federal, State, or common law (See section 14411 et seq. Business and Professions Code)Publish: Mountain Views News — [357, 581, 524, 699]
notice-dates: Dates Pub: June 09, 16, 23, 30, 2012 — [532, 1280, 628, 1288]
notice-body: The following person(s) is (are) doing business as: NANCY'S ZUMBA STUDIO, 8611 CALIFORNIA AVE. STE C, SOUTH GATE, CA 90280. Full name of registrant(s) is (are) NANCY ULLOA, 10000 VIRGINIA AVE., SOUTH GATE, CA 90280. This Business is conducted by: AN INDIVIDUAL. Signed: NANCY ULLOA. This statement was filed with the County Clerk of Los Angeles County on 06/07/12. The registrant(s) has (have) commenced to transact business under the fictitious business name or names listed above on N/A. NOTICE- This Fictitious Name Statement expires five years from the date it was filed in the office of the County Clerk. A new Fictitious Business Name Statement must be filed prior to that date. The filing of this statement does not of itself authorize the use in this state of a Fictitious Business Name in violation of the rights of another under Federal, State, or common law (See section 14411 et seq. Business and Professions Code)Publish: Mountain Views News — [707, 869, 874, 987]
notice-body: The following person(s) is (are) doing business as: LORETOS FASHION, 3554 HUNTER ST., L.A., CA 90023. Full name of registrant(s) is (are) FATUEL MENESES, 3554 HUNTER ST., L.A., CA 90023. This Business is conducted by: AN INDIVIDUAL. Signed: FATUEL MENESES. This statement was filed with the County Clerk of Los Angeles County on 06/04/12. The registrant(s) has (have) commenced to transact business under the fictitious business name or names listed above on N/A. NOTICE- This Fictitious Name Statement expires five years from the date it was filed in the office of the County Clerk. A new Fictitious Business Name Statement must be filed prior to that date. The filing of this statement does not of itself authorize the use in this state of a Fictitious Business Name in violation of the rights of another under Federal, State, or common law (See section 14411 et seq. Business and Professions Code)Publish: Mountain Views News — [532, 1595, 699, 1706]
notice-heading: FICTITIOUS BUSINESS NAME STATEMENT — [357, 1732, 489, 1740]
notice-dates: Dates Pub: June 09, 16, 23, 30, 2012 — [8, 1198, 104, 1206]
notice-file-no: File No. 2012-108757 — [357, 273, 416, 281]
notice-body: The following person(s) is (are) doing business as: LACAMMY, 408-B DIAMOND ST., ARCADIA, CA 91006. Full name of registrant(s) is (are) TIBEART CORPORATION, 191 CHERYL BECK DR., SAN JOSE, CA 95119. This Business is conducted by: A CORPORATION. Signed: J.S.LIN. This statement was filed with the County Clerk of Los Angeles County on 06/04/12. The registrant(s) has (have) commenced to transact business under the fictitious business name or names listed above on N/A. NOTICE- This Fictitious Name Statement expires five years from the date it was filed in the office of the County Clerk. A new Fictitious Business Name Statement must be filed prior to that date. The filing of this statement does not of itself authorize the use in this state of a Fictitious Business Name in violation of the rights of another under Federal, State, or common law (See section 14411 et seq. Business and Professions Code)Publish: Mountain Views News — [532, 739, 699, 850]
notice-body: The following person(s) is (are) doing business as: LOFT THIRTEEN, 131 N. OCCIDENTAL AVE., L.A., CA 90026. Full name of registrant(s) is (are) RYAN S. PRITCHARD, 131 N. OCCIDENTAL BLVD., L.A., CA 90026. This Business is conducted by: AN INDIVIDUAL. Signed: RYAN S. PRICHARD. This statement was filed with the County Clerk of Los Angeles County on 06/04/12. The registrant(s) has (have) commenced to transact business under the fictitious business name or names listed above on N/A. NOTICE- This Fictitious Name Statement expires five years from the date it was filed in the office of the County Clerk. A new Fictitious Business Name Statement must be filed prior to that date. The filing of this statement does not of itself authorize the use in this state of a Fictitious Business Name in violation of the rights of another under Federal, State, or common law (See section 14411 et seq. Business and Professions Code)Publish: Mountain Views News — [532, 1452, 699, 1569]
notice-file-no: File No. 2012-108734 — [357, 1013, 416, 1021]
notice-body: The following person(s) is (are) doing business as: ALAMO ROOFING SERVICES, 150 E. 66th ST., L.A., CA 90003. Full name of registrant(s) is (are) PABLO AMEZCUA, 150 E. 66th ST., L.A., CA 90003. This Business is conducted by: AN INDIVIDUAL. Signed: PABLO AMEZCUA. This statement was filed with the County Clerk of Los Angeles County on 06/05/12. The registrant(s) has (have) commenced to transact business under the fictitious business name or names listed above on N/A. NOTICE- This Fictitious Name Statement expires five years from the date it was filed in the office of the County Clerk. A new Fictitious Business Name Statement must be filed prior to that date. The filing of this statement does not of itself authorize the use in this state of a Fictitious Business Name in violation of the rights of another under Federal, State, or common law (See section 14411 et seq. Business and Professions Code)Publish: Mountain Views News — [8, 1088, 174, 1199]
notice-file-no: File No. 2012-108735 — [182, 677, 241, 685]
notice-dates: Dates Pub: June 09, 16, 23, 30, 2012 — [357, 554, 454, 562]
notice-dates: Dates Pub: June 09, 16, 23, 30, 2012 — [182, 1520, 279, 1528]
notice-file-no: File No. 2012-108493 — [532, 314, 591, 322]
notice-heading: FICTITIOUS BUSINESS NAME STATEMENT — [357, 568, 489, 576]
notice-file-no: File No. 2012-107750 — [182, 1109, 241, 1117]
notice-file-no: File No. 2012-112393 — [357, 116, 416, 124]
notice-dates: Dates Pub: June 09, 16, 23, 30, 2012 — [8, 1486, 104, 1494]
notice-dates: Dates Pub: June 09, 16, 23, 30, 2012 — [532, 294, 628, 301]
notice-body: The following person(s) is (are) doing business as: AIE TOWING, 6212 FERGUSON DR., CITY OF COMMERCE, CA 90022. Full name of registrant(s) is (are) AIE AUTO JUNK, LLC, 6212 FERGUSON DR., CITY OF COMMERCE, CA 90022. This Business is conducted by: A LIMITED LIABILITY COMPANY. Signed: ALEXANDRA N DE JESUS. This statement was filed with the County Clerk of Los Angeles County on 06/04/12. The registrant(s) has (have) commenced to transact business under the fictitious business name or names listed above on N/A. NOTICE- This Fictitious Name Statement expires five years from the date it was filed in the office of the County Clerk. A new Fictitious Business Name Statement must be filed prior to that date. The filing of this statement does not of itself authorize the use in this state of a Fictitious Business Name in violation of the rights of another under Federal, State, or common law (See section 14411 et seq. Business and Professions Code)Publish: Mountain Views News — [8, 657, 174, 774]
legal-notice — [183, 528, 349, 665]
notice-file-no: File No. 2012-107149 — [357, 1301, 416, 1309]
notice-body: The following person(s) is (are) doing business as: HOLA FLAVORS; HOUSE OF LATIN AMERICAN FLAVOR; COCINA MAYA; TIKAL RESTAURANT, 4840 HUNTINGTON DR., L.A., CA 90032. Full name of registrant(s) is (are) DARWIN AMADOR, 4412 WESLEY AVE., L.A., CA 90037, MARIO GRANADOS, 1440 E. 218th ST., CARSON, CA 90745. This Business is conducted by: A GENERAL PARTNERSHIP. Signed: DARWIN AMADOR. This statement was filed with the County Clerk of Los Angeles County on 06/01/12. The registrant(s) has (have) commenced to transact business under the fictitious business name or names listed above on N/A. NOTICE- This Fictitious Name Statement expires five years from the date it was filed in the office of the County Clerk. A new Fictitious Business Name Statement must be filed prior to that date. The filing of this statement does not of itself authorize the use in this state of a Fictitious Business Name in violation of the rights of another under Federal, State, or common law (See section 14411 et seq. Business and Professions Code)Publish: Mountain Views News — [357, 1308, 524, 1439]
notice-file-no: File No. 2012-107230 — [8, 794, 66, 802]
legal-notice — [183, 1254, 349, 1391]
footer-office-phone: 626.355.2737 — [573, 1942, 654, 1957]
notice-body: The following person(s) is (are) doing business as: CASABLANCA PROPERTIES, 20401 BLUE MOUNTAIN DR., WALNUT, CA 91789. Full name of registrant(s) is (are) MERCEDES BARBA, 20401 BLUE MOUNTAIN DR., WALNUT, CA 91789. This Business is conducted by: AN INDIVIDUAL. Signed: MERCEDES BARBA. This statement was filed with the County Clerk of Los Angeles County on 06/07/12. The registrant(s) has (have) commenced to transact business under the fictitious business name or names listed above on 08/14/1999. NOTICE- This Fictitious Name Statement expires five years from the date it was filed in the office of the County Clerk. A new Fictitious Business Name Statement must be filed prior to that date. The filing of this statement does not of itself authorize the use in this state of a Fictitious Business Name in violation of the rights of another under Federal, State, or common law (See section 14411 et seq. Business and Professions Code)Publish: Mountain Views News — [182, 540, 349, 658]
notice-file-no: File No. 2012-109876 — [532, 1869, 591, 1877]
notice-heading: FICTITIOUS BUSINESS NAME STATEMENT — [532, 451, 664, 459]
footer-city-zip: Sierra Madre, Ca. 91024 — [373, 1942, 517, 1957]
notice-heading: FICTITIOUS BUSINESS NAME STATEMENT — [357, 109, 489, 117]
legal-notice — [532, 165, 698, 302]
notice-heading: FICTITIOUS BUSINESS NAME STATEMENT — [357, 1589, 489, 1597]
notice-heading: FICTITIOUS BUSINESS NAME STATEMENT — [532, 1719, 664, 1727]
notice-heading: FICTITIOUS BUSINESS NAME STATEMENT — [532, 1863, 664, 1871]
notice-body: The following person(s) is (are) doing business as: MEZA LUNA TRUCKING, 21923 DABLON AVE., CARSON, CA 90745. Full name of registrant(s) is (are) FELIX E. LUNA, 21923 DABLON AVE., CARSON, CA 90745. This Business is conducted by: AN INDIVIDUAL. Signed: FELIX E. LUNA. This statement was filed with the County Clerk of Los Angeles County on 06/06/12. The registrant(s) has (have) commenced to transact business under the fictitious business name or names listed above on N/A. NOTICE- This Fictitious Name Statement expires five years from the date it was filed in the office of the County Clerk. A new Fictitious Business Name Statement must be filed prior to that date. The filing of this statement does not of itself authorize the use in this state of a Fictitious Business Name in violation of the rights of another under Federal, State, or common law (See section 14411 et seq. Business and Professions Code)Publish: Mountain Views News — [707, 307, 874, 418]
legal-notice — [183, 672, 349, 809]
notice-dates: Dates Pub: June 09, 16, 23, 30, 2012 — [357, 1280, 454, 1288]
notice-heading: FICTITIOUS BUSINESS NAME STATEMENT — [8, 348, 139, 356]
notice-dates: Dates Pub: June 09, 16, 23, 30, 2012 — [8, 1342, 104, 1350]
notice-heading: FICTITIOUS BUSINESS NAME STATEMENT — [357, 266, 489, 274]
notice-dates: Dates Pub: June 09, 16, 23, 30, 2012 — [532, 437, 628, 445]
legal-notice — [532, 1720, 698, 1857]
footer-website: www.mtnviewsnews.com — [1055, 1941, 1193, 1957]
notice-heading: FICTITIOUS BUSINESS NAME STATEMENT — [8, 787, 139, 795]
notice-file-no: File No. 2012-108004 — [532, 1445, 591, 1453]
notice-body: The following person(s) is (are) doing business as: EYE ON STONE; EYE ON KITCHEN & BATH; EYE ON BUILDERS, 14626 FIRESTONE BLVD., LA MIRADA, CA 90638. Full name of registrant(s) is (are) EYE ON GROUP, INC., 438 W. ELM ST., ONTARIO, CA 91762. This Business is conducted by: A CORPORATION. Signed: OSCAR GUTIERREZ. This statement was filed with the County Clerk of Los Angeles County on 06/05/12. The registrant(s) has (have) commenced to transact business under the fictitious business name or names listed above on N/A. NOTICE- This Fictitious Name Statement expires five years from the date it was filed in the office of the County Clerk. A new Fictitious Business Name Statement must be filed prior to that date. The filing of this statement does not of itself authorize the use in this state of a Fictitious Business Name in violation of the rights of another under Federal, State, or common law (See section 14411 et seq. Business and Professions Code)Publish: Mountain Views News — [182, 68, 524, 1925]
notice-dates: Dates Pub: June 09, 16, 23, 30, 2012 — [182, 513, 279, 521]
legal-notice — [358, 713, 524, 843]
notice-heading: FICTITIOUS BUSINESS NAME STATEMENT — [357, 1150, 489, 1158]
notice-heading: FICTITIOUS BUSINESS NAME STATEMENT — [707, 855, 839, 863]
notice-dates: Dates Pub: June 09, 16, 23, 30, 2012 — [8, 773, 104, 781]
footer-suite: No. 327 — [313, 1942, 360, 1957]
footer-website-label: Website: — [1002, 1941, 1050, 1957]
legal-notice — [183, 1104, 349, 1248]
notice-heading: FICTITIOUS BUSINESS NAME STATEMENT — [707, 712, 839, 720]
notice-dates: Dates Pub: June 09, 16, 23, 30, 2012 — [8, 198, 104, 206]
notice-file-no: File No. 2012-109520 — [532, 1726, 591, 1734]
notice-body: The following person(s) is (are) doing business as: DIXON HOUSE SOBER LIVING, 1654 RETFORD ST., COVINA, CA 91724. Full name of registrant(s) is (are) VERNA SANCHEZ, 1654 RETFORD ST., COVINA, CA 91724. This Business is conducted by: AN INDIVIDUAL. Signed: VERNA SANCHEZ. This statement was filed with the County Clerk of Los Angeles County on 06/07/12. The registrant(s) has (have) commenced to transact business under the fictitious business name or names listed above on 06/01/2010. NOTICE- This Fictitious Name Statement expires five years from the date it was filed in the office of the County Clerk. A new Fictitious Business Name Statement must be filed prior to that date. The filing of this statement does not of itself authorize the use in this state of a Fictitious Business Name in violation of the rights of another under Federal, State, or common law (See section 14411 et seq. Business and Professions Code)Publish: Mountain Views News — [182, 1267, 349, 1384]
legal-notice — [358, 1453, 524, 1583]
notice-body: The following person(s) is (are) doing business as: EDS RAIN GUTTERS, INC., 17019 DENKER AVE., GARDENA, CA 90247. Full name of registrant(s) is (are) EDS RAIN GUTTERS, INC., 15426 S. FIGUEROA ST., GARDENA, CA 90248. This Business is conducted by: A CORPORATION. Signed: EDWIN A. GARCIA. This statement was filed with the County Clerk of Los Angeles County on 06/06/12. The registrant(s) has (have) commenced to transact business under the fictitious business name or names listed above on N/A. NOTICE- This Fictitious Name Statement expires five years from the date it was filed in the office of the County Clerk. A new Fictitious Business Name Statement must be filed prior to that date. The filing of this statement does not of itself authorize the use in this state of a Fictitious Business Name in violation of the rights of another under Federal, State, or common law (See section 14411 et seq. Business and Professions Code)Publish: Mountain Views News — [182, 1547, 349, 1665]
notice-file-no: File No. 2012-109124 — [707, 438, 765, 446]
notice-dates: Dates Pub: June 09, 16, 23, 30, 2012 — [8, 478, 104, 486]
legal-notice — [532, 1152, 698, 1289]
notice-dates: Dates Pub: June 09, 16, 23, 30, 2012 — [8, 335, 104, 343]
legal-notice — [183, 1679, 349, 1816]
legal-notice — [358, 412, 524, 563]
notice-dates: Dates Pub: June 09, 16, 23, 30, 2012 — [8, 917, 104, 925]
notice-body: The following person(s) is (are) doing business as: FCG DEMOLITION SERVICES, 1539 E. PORTNER ST., WEST COVINA, CA 91791. Full name of registrant(s) is (are) CASTELLANOS FEDERICO, JR., 1539 E. PORTNER ST., WEST COVINA, CA 91791. This Business is conducted by: AN INDIVIDUAL. Signed: CASTELLANOS FEDERICO JR. This statement was filed with the County Clerk of Los Angeles County on 06/04/12. The registrant(s) has (have) commenced to transact business under the fictitious business name or names listed above on N/A. NOTICE- This Fictitious Name Statement expires five years from the date it was filed in the office of the County Clerk. A new Fictitious Business Name Statement must be filed prior to that date. The filing of this statement does not of itself authorize the use in this state of a Fictitious Business Name in violation of the rights of another under Federal, State, or common law (See section 14411 et seq. Business and Professions Code)Publish: Mountain Views News — [357, 280, 524, 397]
page-footer — [0, 1934, 1193, 1961]
footer-fax-phone: 626.609.3285 — [699, 1942, 780, 1957]
notice-file-no: File No. 2012-104937 — [707, 157, 765, 165]
notice-body: The following person(s) is (are) doing business as: ADRIANA'S TOWING SERVICES; ADRIANA'S TRANSPORTING, 3929 TWEEDY BLVD., SOUTH GATE, CA 90280. Full name of registrant(s) is (are) ANA BETTY MARTINEZ; WILFREDO MARTINEZ, 3687 CONNING ST., RIVERSIDE, CA 92509. This Business is conducted by: HUSBAND and WIFE. Signed: WILFREDO MARTINEZ. This statement was filed with the County Clerk of Los Angeles County on 06/04/12. The registrant(s) has (have) commenced to transact business under the fictitious business name or names listed above on N/A. NOTICE- This Fictitious Name Statement expires five years from the date it was filed in the office of the County Clerk. A new Fictitious Business Name Statement must be filed prior to that date. The filing of this statement does not of itself authorize the use in this state of a Fictitious Business Name in violation of the rights of another under Federal, State, or common law (See section 14411 et seq. Business and Professions Code)Publish: Mountain Views News — [8, 506, 174, 630]
notice-body: The following person(s) is (are) doing business as: MITCHAM ENTERPRISE, 9815 WILSHIRE BLVD., BEVERLY HILLS, CA 90210. Full name of registrant(s) is (are) BEVERLY STAR CAR RENTAL, INC., 11747 VALLEY BLVD., EL MONTE, CA 91732. This Business is conducted by: A CORPORATION. Signed: HARRY WU. This statement was filed with the County Clerk of Los Angeles County on 06/05/12. The registrant(s) has (have) commenced to transact business under the fictitious business name or names listed above on 04/19/2005. NOTICE- This Fictitious Name Statement expires five years from the date it was filed in the office of the County Clerk. A new Fictitious Business Name Statement must be filed prior to that date. The filing of this statement does not of itself authorize the use in this state of a Fictitious Business Name in violation of the rights of another under Federal, State, or common law (See section 14411 et seq. Business and Professions Code)Publish: Mountain Views News — [707, 581, 874, 699]
notice-body: The following person(s) is (are) doing business as: C H AUTO, 8399 GARVEY AVE., ROSEMEAD, CA 91770. Full name of registrant(s) is (are) PRO SHARP CO., 8399 GARVEY AVE., ROSEMEAD, CA 91770. This Business is conducted by: A CORPORATION. Signed: DAVID WANG. This statement was filed with the County Clerk of Los Angeles County on 06/01/12. The registrant(s) has (have) commenced to transact business under the fictitious business name or names listed above on 01/01/1992. NOTICE- This Fictitious Name Statement expires five years from the date it was filed in the office of the County Clerk. A new Fictitious Business Name Statement must be filed prior to that date. The filing of this statement does not of itself authorize the use in this state of a Fictitious Business Name in violation of the rights of another under Federal, State, or common law (See section 14411 et seq. Business and Professions Code)Publish: Mountain Views News — [182, 259, 349, 370]
notice-dates: Dates Pub: June 09, 16, 23, 30, 2012 — [707, 417, 803, 425]
notice-file-no: File No. 2012-112309 — [182, 534, 241, 541]
notice-heading: FICTITIOUS BUSINESS NAME STATEMENT — [182, 109, 314, 117]
notice-file-no: File No. 2012-107448 — [8, 218, 66, 226]
legal-notice — [8, 788, 174, 925]
notice-file-no: File No. 2012-108541 — [532, 732, 591, 740]
legal-notice — [183, 1535, 349, 1672]
notice-dates: Dates Pub: June 09, 16, 23, 30, 2012 — [532, 150, 628, 158]
footer-office-label: Office: — [530, 1942, 568, 1957]
notice-dates: Dates Pub: June 09, 16, 23, 30, 2012 — [532, 574, 628, 582]
legal-notice — [358, 268, 524, 405]
notice-heading: FICTITIOUS BUSINESS NAME STATEMENT — [357, 1452, 489, 1459]
notice-heading: FICTITIOUS BUSINESS NAME STATEMENT — [8, 643, 139, 651]
notice-dates: Dates Pub: June 09, 16, 23, 30, 2012 — [532, 1136, 628, 1144]
notice-heading: FICTITIOUS BUSINESS NAME STATEMENT — [182, 965, 314, 973]
notice-file-no: File No. 2012-109432 — [182, 1828, 241, 1836]
notice-body: The following person(s) is (are) doing business as: EL SUPER MARIACHI ROCKERO, 1923 PENNSYLVANIA AVE., L.A., CA 90033. Full name of registrant(s) is (are) PEDRO ZAMORA BARRERA, 1923 PENNSYLVANIA AVE., L.A., CA 90033. This Business is conducted by: AN INDIVIDUAL. Signed: PEDRO ZAMORA BARRERA. This statement was filed with the County Clerk of Los Angeles County on 06/04/12. The registrant(s) has (have) commenced to transact business under the fictitious business name or names listed above on 06/04/2012. NOTICE- This Fictitious Name Statement expires five years from the date it was filed in the office of the County Clerk. A new Fictitious Business Name Statement must be filed prior to that date. The filing of this statement does not of itself authorize the use in this state of a Fictitious Business Name in violation of the rights of another under Federal, State, or common law (See section 14411 et seq. Business and Professions Code)Publish: Mountain Views News — [182, 1691, 349, 1809]
notice-file-no: File No. 2012-107495 — [532, 458, 591, 466]
notice-file-no: File No. 2012-109158 — [357, 1157, 416, 1165]
notice-body: The following person(s) is (are) doing business as: DREAMING KIDS, 105 S. MATHEWS ST. #23, L.A., CA 90033. Full name of registrant(s) is (are) BRISA ARCEGA, 105 S. MATHEWS ST. #23, L.A., CA 90033. This Business is conducted by: AN INDIVIDUAL. Signed: BRISA ARCEGA. This statement was filed with the County Clerk of Los Angeles County on 06/06/12. The registrant(s) has (have) commenced to transact business under the fictitious business name or names listed above on N/A. NOTICE- This Fictitious Name Statement expires five years from the date it was filed in the office of the County Clerk. A new Fictitious Business Name Statement must be filed prior to that date. The filing of this statement does not of itself authorize the use in this state of a Fictitious Business Name in violation of the rights of another under Federal, State, or common law (See section 14411 et seq. Business and Professions Code)Publish: Mountain Views News — [182, 1410, 349, 1521]
notice-heading: FICTITIOUS BUSINESS NAME STATEMENT — [182, 671, 314, 679]
notice-body: The following person(s) is (are) doing business as: LARIOS TRANSPORTATION SERVICES, INC., 402 E. 228th, CARSON, CA 90745. Full name of registrant(s) is (are) LARIOS TRANSPORTATION SERVICES, INC., 402 E. 228th ST., CARSON, CA 90745. This Business is conducted by: A CORPORATION. Signed: PATRICIA LARIOS. This statement was filed with the County Clerk of Los Angeles County on 06/07/12. The registrant(s) has (have) commenced to transact business under the fictitious business name or names listed above on N/A. NOTICE- This Fictitious Name Statement expires five years from the date it was filed in the office of the County Clerk. A new Fictitious Business Name Statement must be filed prior to that date. The filing of this statement does not of itself authorize the use in this state of a Fictitious Business Name in violation of the rights of another under Federal, State, or common law (See section 14411 et seq. Business and Professions Code)Publish: Mountain Views News — [532, 1164, 699, 1281]
notice-heading: FICTITIOUS BUSINESS NAME STATEMENT — [707, 999, 839, 1007]
notice-body: The following person(s) is (are) doing business as: MDDD, INC.; SAPPHIRE PORTRAIT STUDIO, 1000 S. LA BREA BLVD. #5, INGLEWOOD, CA 90301. Full name of registrant(s) is (are) MDDD, INC., 1000 S. LA BREA BLVD. #5, INGLEWOOD, CA 90301. This Business is conducted by: A CORPORATION. Signed: MECHELLE SAMUEL. This statement was filed with the County Clerk of Los Angeles County on 05/30/12. The registrant(s) has (have) commenced to transact business under the fictitious business name or names listed above on N/A. NOTICE- This Fictitious Name Statement expires five years from the date it was filed in the office of the County Clerk. A new Fictitious Business Name Statement must be filed prior to that date. The filing of this statement does not of itself authorize the use in this state of a Fictitious Business Name in violation of the rights of another under Federal, State, or common law (See section 14411 et seq. Business and Professions Code)Publish: Mountain Views News — [707, 163, 874, 281]
notice-dates: Dates Pub: June 09, 16, 23, 30, 2012 — [707, 1123, 803, 1131]
notice-body: The following person(s) is (are) doing business as: GERVAIS SCHOOL OF PERFORMING ARTS, 28307 NEWHALL RANCH RD. #3C, VALENCIA, CA 91355. Full name of registrant(s) is (are) JOANNE GERVAIS AINSWORTH, ALFRED T. AINSWORTH JR., 28816 N. IRON VILLAGE DR., VALENCIA, CA 91354. This Business is conducted by: HUSBAND and WIFE. Signed: JOANNE GERVAIS AINSWORTH. This statement was filed with the County Clerk of Los Angeles County on 06/06/12. The registrant(s) has (have) commenced to transact business under the fictitious business name or names listed above on N/A. NOTICE- This Fictitious Name Statement expires five years from the date it was filed in the office of the County Clerk. A new Fictitious Business Name Statement must be filed prior to that date. The filing of this statement does not of itself authorize the use in this state of a Fictitious Business Name in violation of the rights of another under Federal, State, or common law (See section 14411 et seq. Business and Professions Code)Publish: Mountain Views News — [357, 424, 524, 555]
legal-notice — [532, 1583, 698, 1713]
notice-dates: Dates Pub: June 09, 16, 23, 30, 2012 — [532, 848, 628, 856]
notice-body: The following person(s) is (are) doing business as: C & M MAINTENANCE, 6401 7th AVE., L.A., CA 90043. Full name of registrant(s) is (are) CLAUDIA J. COLLINS, 6401 7th ST., L.A., CA 90043. This Business is conducted by: AN INDIVIDUAL. Signed: CLAUDIA J. COLLINS. This statement was filed with the County Clerk of Los Angeles County on 06/04/12. The registrant(s) has (have) commenced to transact business under the fictitious business name or names listed above on N/A. NOTICE- This Fictitious Name Statement expires five years from the date it was filed in the office of the County Clerk. A new Fictitious Business Name Statement must be filed prior to that date. The filing of this statement does not of itself authorize the use in this state of a Fictitious Business Name in violation of the rights of another under Federal, State, or common law (See section 14411 et seq. Business and Professions Code)Publish: Mountain Views News — [182, 122, 349, 233]
notice-file-no: File No. 2012-111244 — [8, 1362, 66, 1370]
notice-file-no: File No. 2012-109713 — [8, 938, 66, 946]
legal-notice — [183, 967, 349, 1097]
notice-heading: FICTITIOUS BUSINESS NAME STATEMENT — [182, 527, 314, 535]
notice-file-no: File No. 2012-104799 — [532, 1301, 591, 1309]
notice-dates: Dates Pub: June 09, 16, 23, 30, 2012 — [707, 136, 803, 144]
notice-dates: Dates Pub: June 09, 16, 23, 30, 2012 — [182, 1664, 279, 1672]
footer-address: 80 W Sierra Madre Blvd. — [156, 1942, 300, 1957]
notice-file-no: File No. 2012-110250 — [182, 1404, 241, 1412]
notice-body: The following person(s) is (are) doing business as: DERDY, 1056 MCCOMB WAY, MONTEREY PARK, CA 91755. Full name of registrant(s) is (are) TSZ WA KWOK, 1056 MCCOMB WAY, MONTEREY PARK, CA 91755. This Business is conducted by: AN INDIVIDUAL. Signed: TSZ WA KWOK. This statement was filed with the County Clerk of Los Angeles County on 06/01/12. The registrant(s) has (have) commenced to transact business under the fictitious business name or names listed above on N/A. NOTICE- This Fictitious Name Statement expires five years from the date it was filed in the office of the County Clerk. A new Fictitious Business Name Statement must be filed prior to that date. The filing of this statement does not of itself authorize the use in this state of a Fictitious Business Name in violation of the rights of another under Federal, State, or common law (See section 14411 et seq. Business and Professions Code)Publish: Mountain Views News — [182, 979, 349, 1089]
notice-dates: Dates Pub: June 09, 16, 23, 30, 2012 — [532, 992, 628, 1000]
legal-notice — [532, 453, 698, 583]
footer-email-label: Email: — [793, 1941, 833, 1957]
legal-notice — [532, 1439, 698, 1576]
legal-notice — [358, 1295, 524, 1446]
notice-dates: Dates Pub: June 09, 16, 23, 30, 2012 — [532, 1424, 628, 1432]
newspaper-name: Mountain Views News — [30, 42, 191, 59]
legal-notice — [8, 1357, 174, 1494]
notice-body: The following person(s) is (are) doing business as: IHP FILMS, 2362 W. WASHINGTON BLVD., L.A., CA 90018. Full name of registrant(s) is (are) PAUL L. MASON, 2362 W. WASHINGTON BLVD., L.A., CA 90018. This Business is conducted by: AN INDIVIDUAL. Signed: PAUL L. MASON. This statement was filed with the County Clerk of Los Angeles County on 06/05/12. The registrant(s) has (have) commenced to transact business under the fictitious business name or names listed above on N/A. NOTICE- This Fictitious Name Statement expires five years from the date it was filed in the office of the County Clerk. A new Fictitious Business Name Statement must be filed prior to that date. The filing of this statement does not of itself authorize the use in this state of a Fictitious Business Name in violation of the rights of another under Federal, State, or common law (See section 14411 et seq. Business and Professions Code)Publish: Mountain Views News — [357, 1465, 524, 1576]
